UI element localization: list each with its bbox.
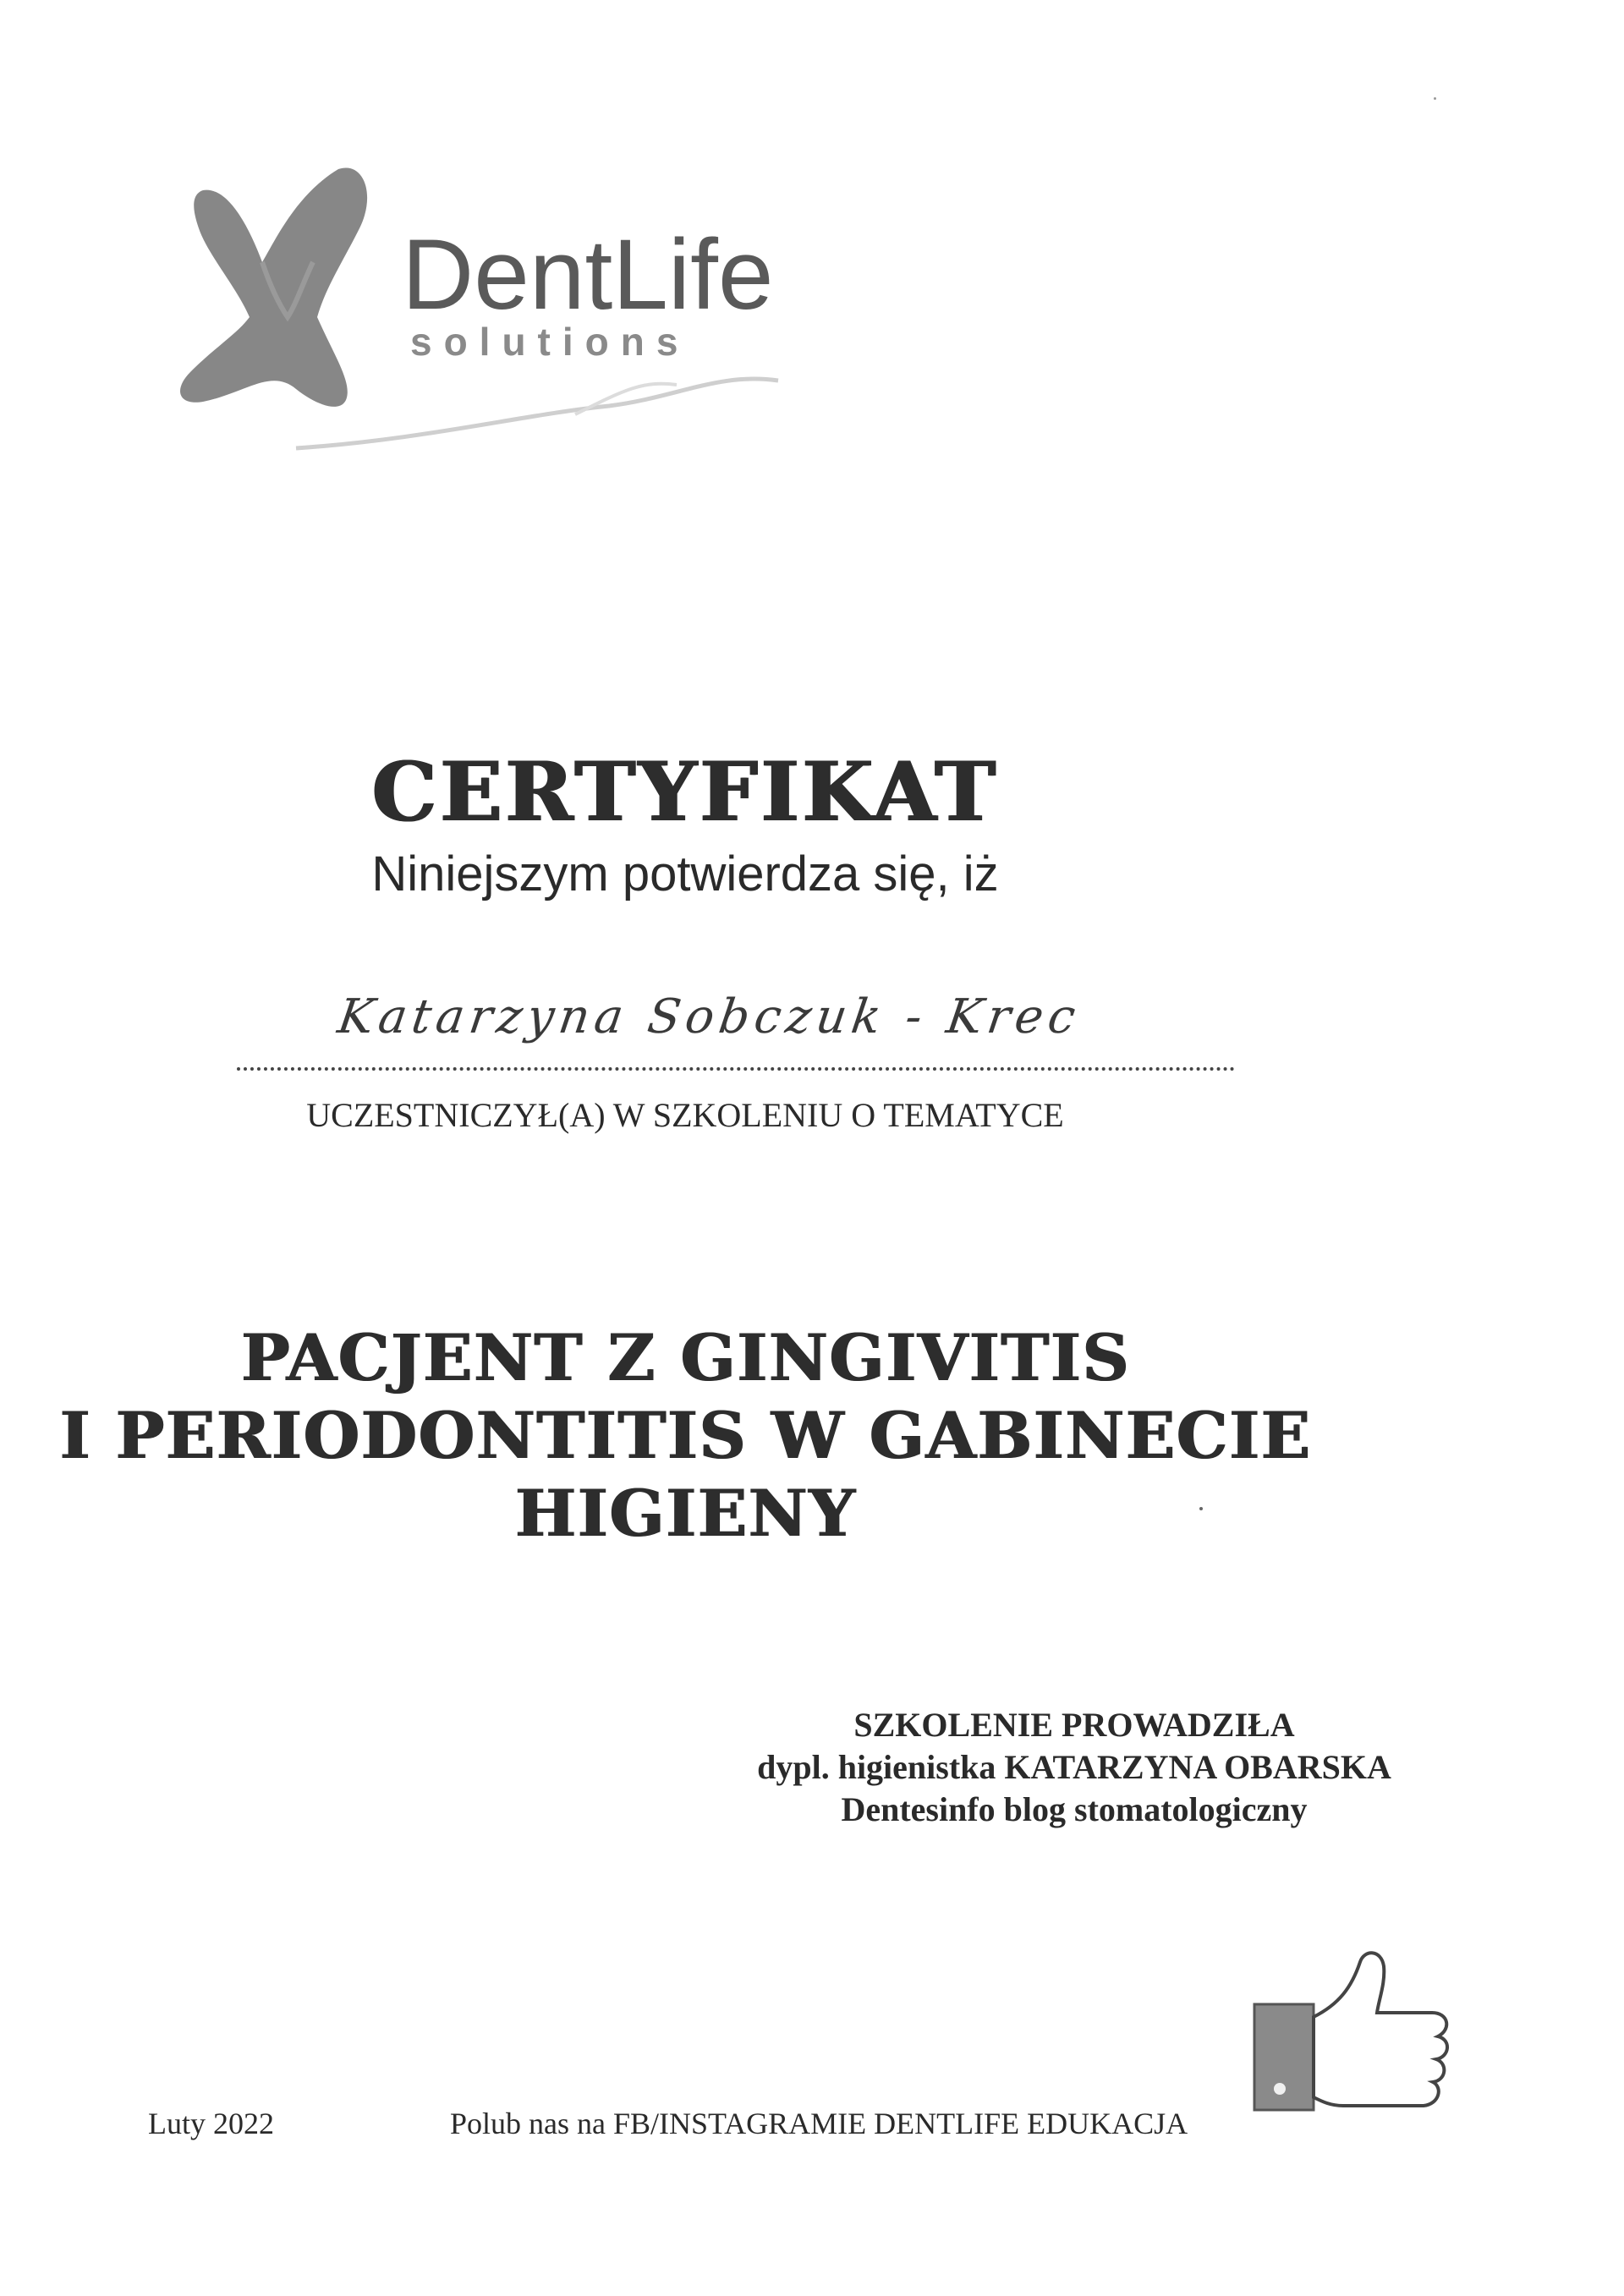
instructor-name: dypl. higienistka KATARZYNA OBARSKA	[757, 1748, 1391, 1786]
instructor-affiliation: Dentesinfo blog stomatologiczny	[841, 1790, 1308, 1828]
certificate-title: CERTYFIKAT	[371, 744, 999, 840]
tooth-icon	[180, 167, 367, 406]
recipient-name-handwritten: Katarzyna Sobczuk - Krec	[334, 989, 1084, 1044]
social-media-note: Polub nas na FB/INSTAGRAMIE DENTLIFE EDUKACJA	[450, 2107, 1188, 2140]
brand-tagline: solutions	[410, 320, 690, 364]
dentlife-logo	[169, 161, 914, 482]
course-title-line: HIGIENY	[514, 1476, 856, 1551]
scan-speck	[1434, 97, 1436, 100]
certificate-date: Luty 2022	[148, 2107, 274, 2140]
instructor-heading: SZKOLENIE PROWADZIŁA	[853, 1706, 1295, 1744]
course-title	[0, 1319, 1497, 1553]
participation-text: UCZESTNICZYŁ(A) W SZKOLENIU O TEMATYCE	[306, 1096, 1064, 1134]
course-title-line: PACJENT Z GINGIVITIS	[240, 1320, 1130, 1395]
thumbs-up-icon	[1250, 1945, 1453, 2123]
scan-speck	[1199, 1507, 1203, 1510]
name-dotted-line	[237, 1067, 1235, 1071]
instructor-block	[643, 1704, 1506, 1831]
certificate-subtitle: Niniejszym potwierdza się, iż	[371, 847, 999, 901]
logo-swoosh	[296, 379, 778, 448]
course-title-line: I PERIODONTITIS W GABINECIE	[59, 1398, 1311, 1473]
logo-graphic	[169, 161, 914, 482]
brand-name: DentLife	[402, 219, 774, 331]
